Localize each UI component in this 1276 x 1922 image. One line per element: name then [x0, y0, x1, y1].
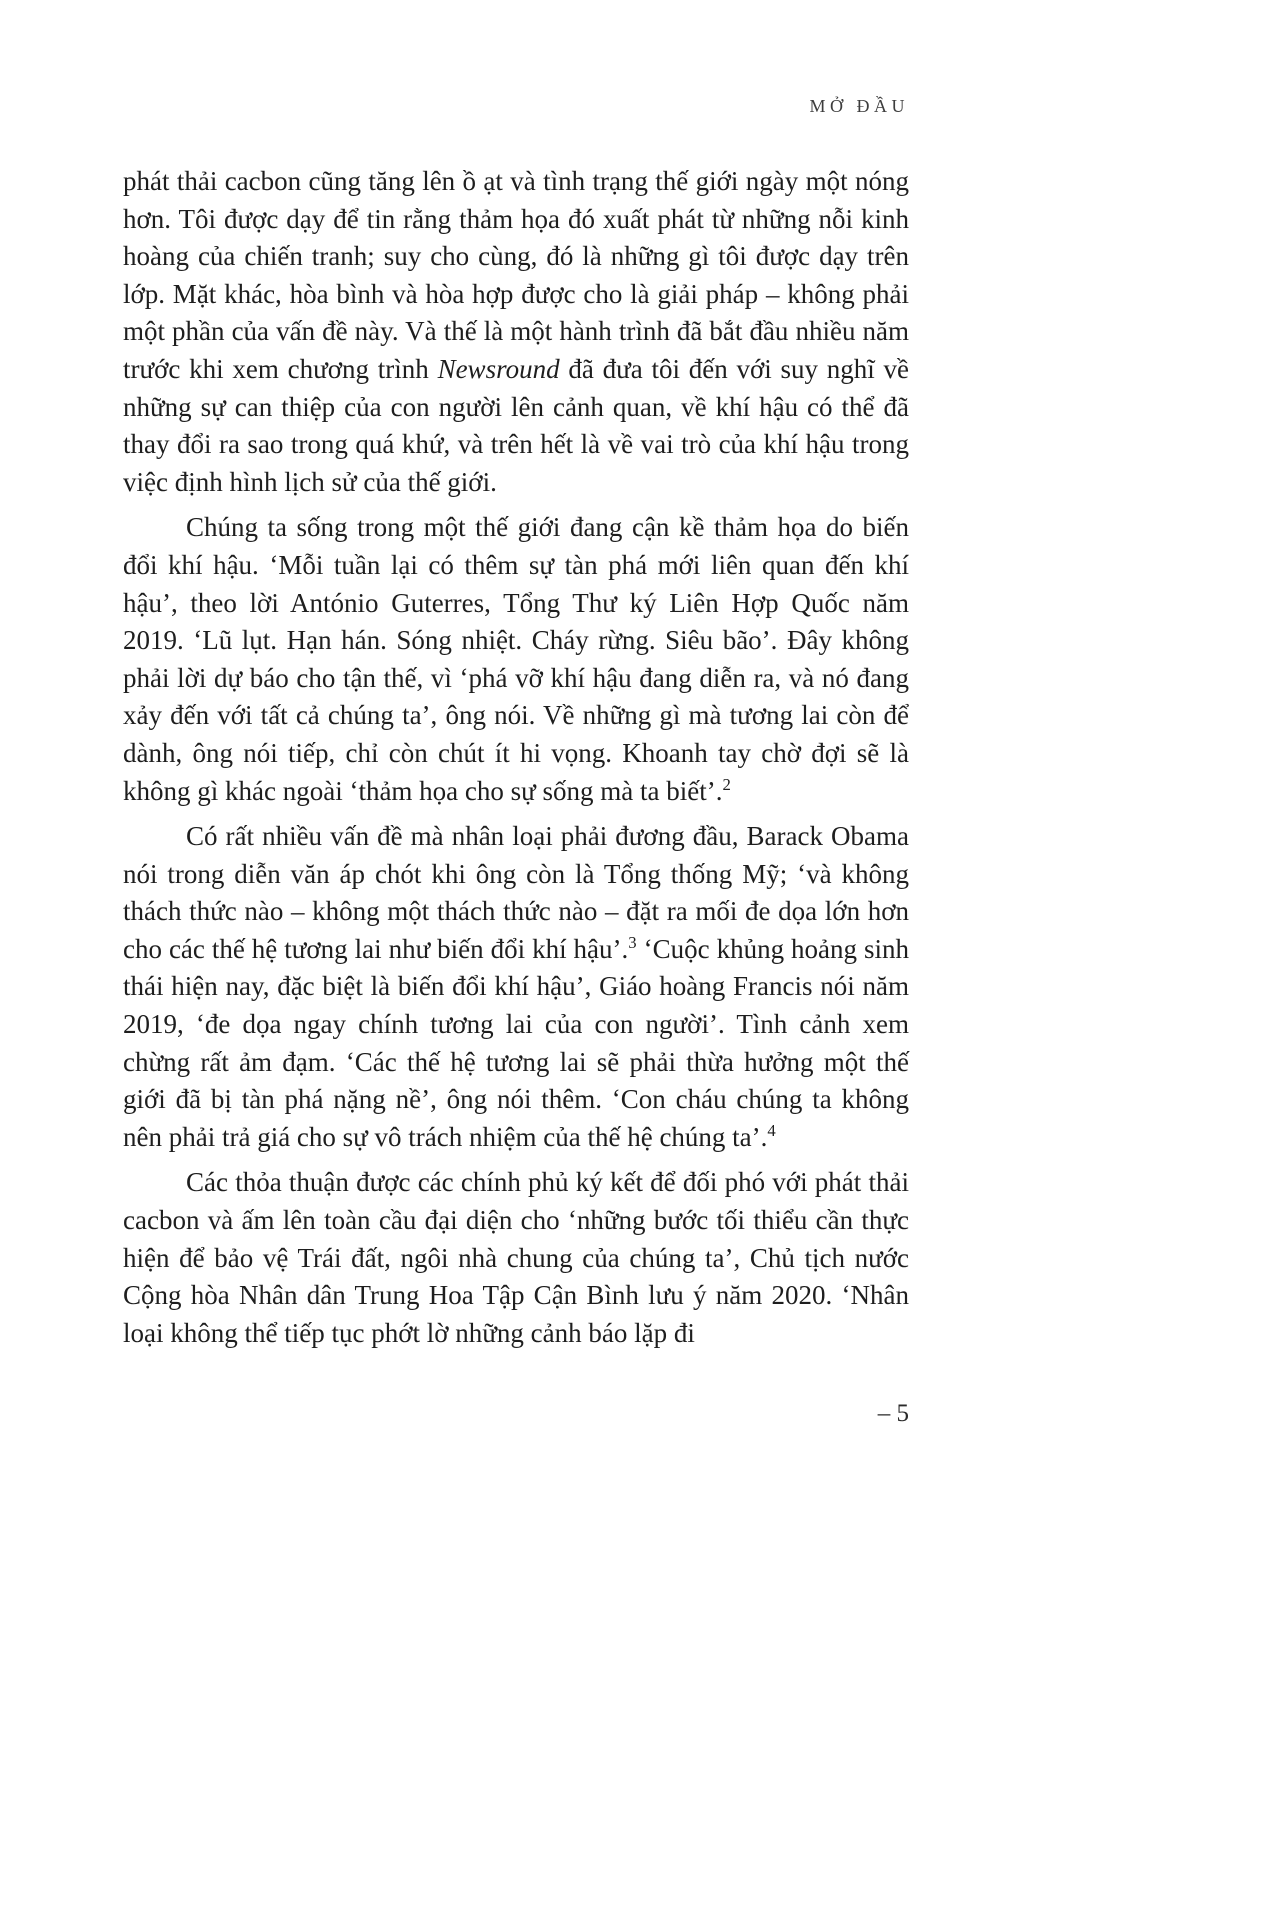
paragraph	[123, 163, 909, 501]
body-text	[123, 163, 909, 1352]
text-run: Chúng ta sống trong một thế giới đang cận kề thảm họa do biến đổi khí hậu. ‘Mỗi tuần lại có thêm sự tàn phá mới liên quan đến khí hậu’, theo lời António Guterres, Tổng Thư ký Liên Hợp Quốc năm 2019. ‘Lũ lụt. Hạn hán. Sóng nhiệt. Cháy rừng. Siêu bão’. Đây không phải lời dự báo cho tận thế, vì ‘phá vỡ khí hậu đang diễn ra, và nó đang xảy đến với tất cả chúng ta’, ông nói. Về những gì mà tương lai còn để dành, ông nói tiếp, chỉ còn chút ít hi vọng. Khoanh tay chờ đợi sẽ là không gì khác ngoài ‘thảm họa cho sự sống mà ta biết’.	[123, 512, 909, 806]
text-run: Các thỏa thuận được các chính phủ ký kết để đối phó với phát thải cacbon và ấm lên toàn cầu đại diện cho ‘những bước tối thiểu cần thực hiện để bảo vệ Trái đất, ngôi nhà chung của chúng ta’, Chủ tịch nước Cộng hòa Nhân dân Trung Hoa Tập Cận Bình lưu ý năm 2020. ‘Nhân loại không thể tiếp tục phớt lờ những cảnh báo lặp đi	[123, 1167, 909, 1348]
footnote-ref: 3	[628, 932, 637, 952]
text-run: phát thải cacbon cũng tăng lên ồ ạt và tình trạng thế giới ngày một nóng hơn. Tôi được dạy để tin rằng thảm họa đó xuất phát từ những nỗi kinh hoàng của chiến tranh; suy cho cùng, đó là những gì tôi được dạy trên lớp. Mặt khác, hòa bình và hòa hợp được cho là giải pháp – không phải một phần của vấn đề này. Và thế là một hành trình đã bắt đầu nhiều năm trước khi xem chương trình	[123, 166, 909, 384]
footnote-ref: 2	[722, 774, 731, 794]
text-run: đã đưa tôi đến với suy nghĩ về những sự can thiệp của con người lên cảnh quan, về khí hậu có thể đã thay đổi ra sao trong quá khứ, và trên hết là về vai trò của khí hậu trong việc định hình lịch sử của thế giới.	[123, 353, 909, 497]
text-run: Có rất nhiều vấn đề mà nhân loại phải đương đầu, Barack Obama nói trong diễn văn áp chót khi ông còn là Tổng thống Mỹ; ‘và không thách thức nào – không một thách thức nào – đặt ra mối đe dọa lớn hơn cho các thế hệ tương lai như biến đổi khí hậu’.	[123, 821, 909, 964]
footnote-ref: 4	[767, 1120, 776, 1140]
text-column	[123, 0, 909, 1428]
paragraph	[123, 1164, 909, 1352]
paragraph	[123, 509, 909, 810]
page-number: – 5	[877, 1400, 909, 1428]
paragraph	[123, 818, 909, 1156]
text-run: ‘Cuộc khủng hoảng sinh thái hiện nay, đặc biệt là biến đổi khí hậu’, Giáo hoàng Francis nói năm 2019, ‘đe dọa ngay chính tương lai của con người’. Tình cảnh xem chừng rất ảm đạm. ‘Các thế hệ tương lai sẽ phải thừa hưởng một thế giới đã bị tàn phá nặng nề’, ông nói thêm. ‘Con cháu chúng ta không nên phải trả giá cho sự vô trách nhiệm của thế hệ chúng ta’.	[123, 933, 910, 1152]
running-head: MỞ ĐẦU	[809, 96, 909, 116]
italic-text: Newsround	[437, 353, 560, 384]
